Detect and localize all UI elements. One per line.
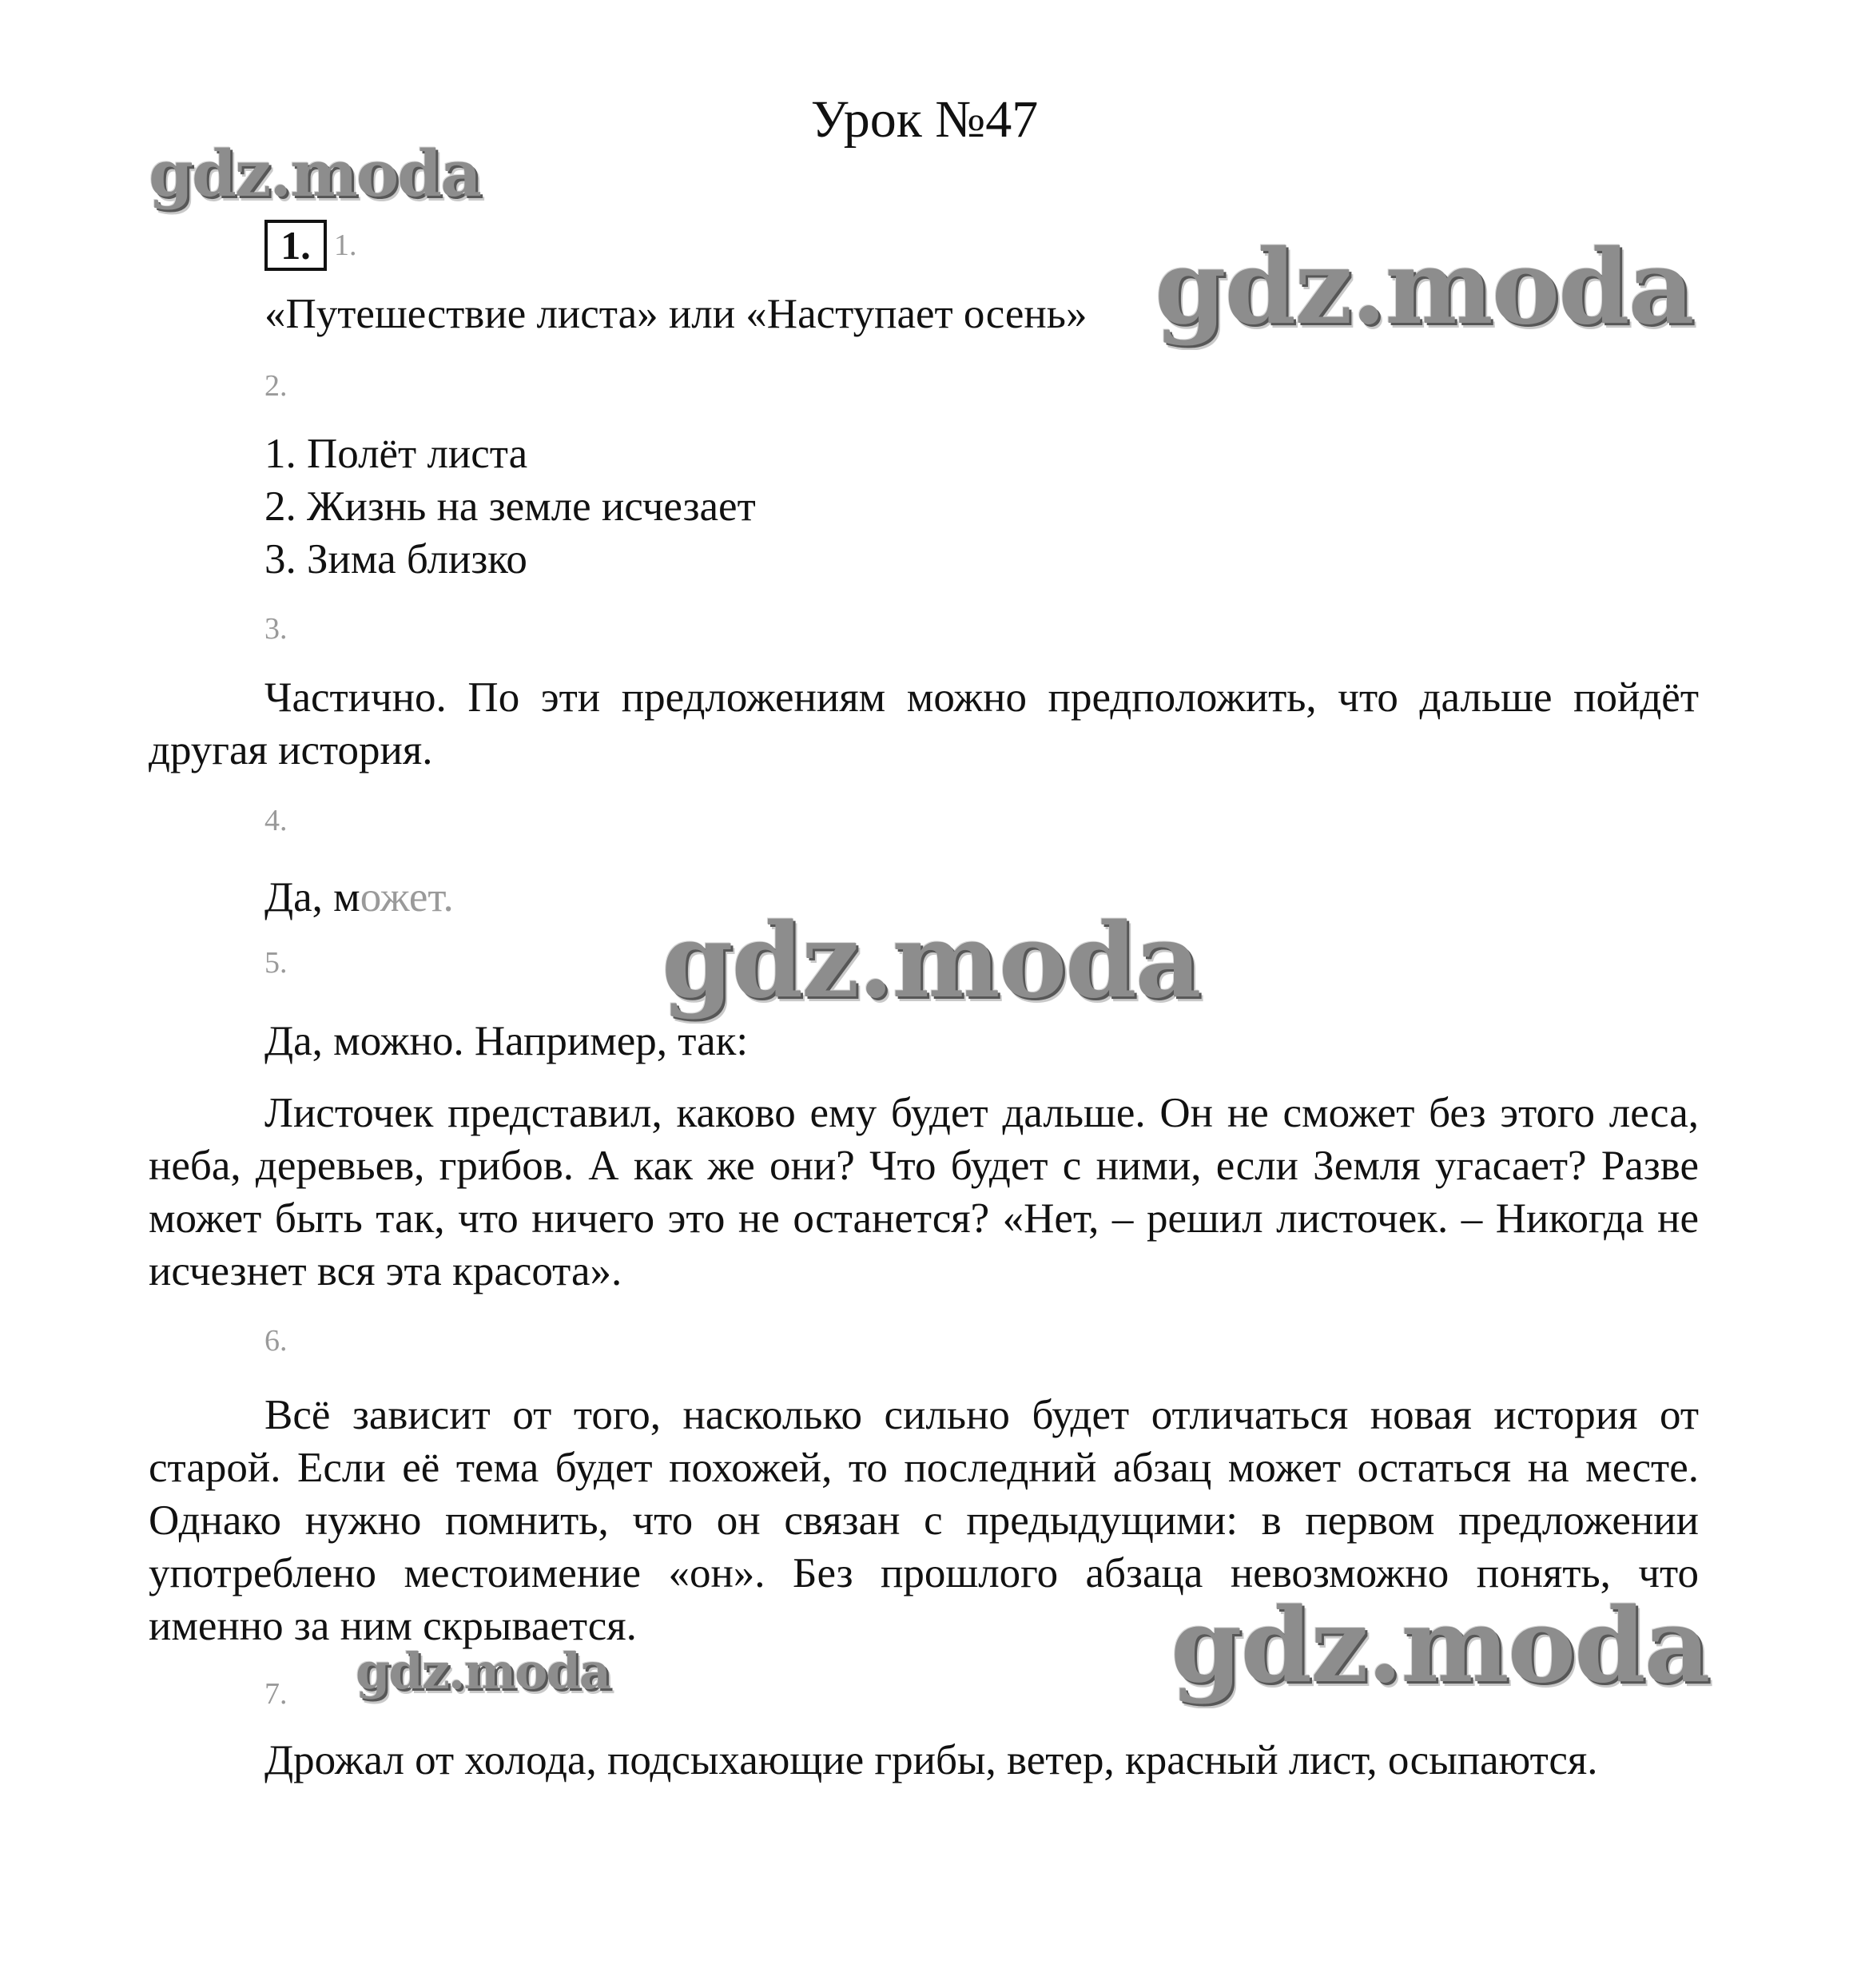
answer-paragraph: [149, 1734, 1699, 1787]
question-number: 3.: [264, 612, 288, 646]
answer-text-main: Да, м: [264, 874, 360, 920]
answer-text: [264, 871, 1699, 924]
list-item: 1. Полёт листа: [264, 431, 528, 477]
question-number: 6.: [264, 1324, 288, 1358]
answer-text: Всё зависит от того, насколько сильно будет отличаться новая история от старой. Если её тема будет похожей, то последний абзац может остаться на месте. Однако нужно помнить, что он связан с предыдущими: в первом предложении употреблено местоимение «он». Без прошлого абзаца невозможно понять, что именно за ним скрывается.: [149, 1392, 1699, 1649]
question-number: 1.: [334, 229, 357, 262]
answer-text: Дрожал от холода, подсыхающие грибы, ветер, красный лист, осыпаются.: [264, 1737, 1598, 1783]
answer-paragraph: [149, 671, 1699, 777]
watermark-logo: gdz.moda: [1155, 228, 1693, 348]
answer-text-faded: ожет.: [360, 874, 454, 920]
question-number: 7.: [264, 1677, 288, 1711]
watermark-logo: gdz.moda: [662, 901, 1200, 1021]
list-item: 2. Жизнь на земле исчезает: [264, 483, 756, 530]
answer-text: Листочек представил, каково ему будет дальше. Он не сможет без этого леса, неба, деревьев, грибов. А как же они? Что будет с ними, если Земля угасает? Разве может быть так, что ничего это не останется? «Нет, – решил листочек. – Никогда не исчезнет вся эта красота».: [149, 1090, 1699, 1294]
answer-paragraph: [149, 1087, 1699, 1298]
answer-paragraph: [149, 1389, 1699, 1652]
question-number: 2.: [264, 369, 288, 403]
page-title: Урок №47: [810, 90, 1039, 149]
task-number-box: 1.: [264, 220, 327, 271]
answer-text: «Путешествие листа» или «Наступает осень»: [264, 291, 1088, 337]
watermark-logo: gdz.moda: [149, 136, 480, 211]
answer-intro: Да, можно. Например, так:: [264, 1018, 749, 1064]
question-number: 5.: [264, 946, 288, 980]
watermark-logo: gdz.moda: [1171, 1586, 1709, 1706]
list-item: 3. Зима близко: [264, 536, 527, 582]
answer-text: Частично. По эти предложениям можно предположить, что дальше пойдёт другая история.: [149, 674, 1699, 773]
watermark-logo: gdz.moda: [356, 1642, 610, 1700]
question-number: 4.: [264, 804, 288, 837]
